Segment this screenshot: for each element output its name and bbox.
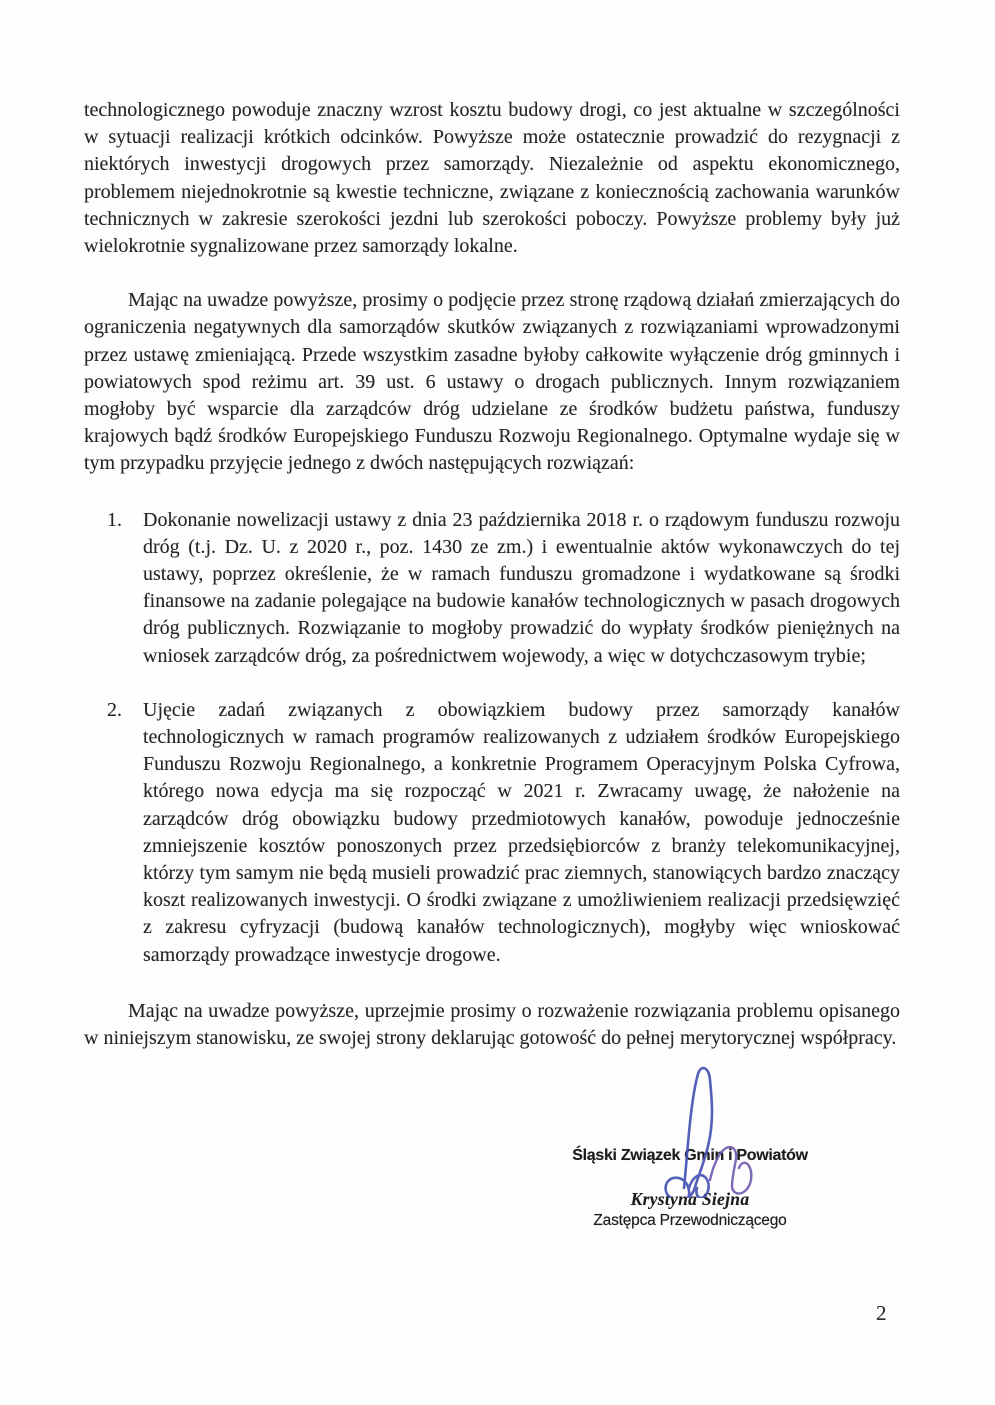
signature-block: [540, 1140, 840, 1230]
paragraph-intro: Mając na uwadze powyższe, prosimy o podjęcie przez stronę rządową działań zmierzających do ograniczenia negatywnych dla samorządów skutków związanych z rozwiązaniami wprowadzonymi przez ustawę zmieniającą. Przede wszystkim zasadne byłoby całkowite wyłączenie dróg gminnych i powiatowych spod reżimu art. 39 ust. 6 ustawy o drogach publicznych. Innym rozwiązaniem mogłoby być wsparcie dla zarządców dróg udzielane ze środków budżetu państwa, funduszy krajowych bądź środków Europejskiego Funduszu Rozwoju Regionalnego. Optymalne wydaje się w tym przypadku przyjęcie jednego z dwóch następujących rozwiązań:: [84, 289, 900, 475]
numbered-list: [84, 507, 900, 969]
signer-name: Krystyna Siejna: [630, 1189, 750, 1209]
list-item-number: 1.: [107, 508, 122, 531]
list-item: [84, 697, 900, 969]
paragraph-continuation: technologicznego powoduje znaczny wzrost kosztu budowy drogi, co jest aktualne w szczególności w sytuacji realizacji krótkich odcinków. Powyższe może ostatecznie prowadzić do rezygnacji z niektórych inwestycji drogowych przez samorządy. Niezależnie od aspektu ekonomicznego, problemem niejednokrotnie są kwestie techniczne, związane z koniecznością zachowania warunków technicznych w zakresie szerokości jezdni lub szerokości poboczy. Powyższe problemy były już wielokrotnie sygnalizowane przez samorządy lokalne.: [84, 99, 900, 258]
paragraph-closing: Mając na uwadze powyższe, uprzejmie prosimy o rozważenie rozwiązania problemu opisanego w niniejszym stanowisku, ze swojej strony deklarując gotowość do pełnej merytorycznej współpracy.: [84, 999, 900, 1050]
signer-title: Zastępca Przewodniczącego: [593, 1212, 787, 1229]
letter-body: [84, 97, 900, 1052]
list-item-text: Dokonanie nowelizacji ustawy z dnia 23 października 2018 r. o rządowym funduszu rozwoju dróg (t.j. Dz. U. z 2020 r., poz. 1430 ze zm.) i ewentualnie aktów wykonawczych do tej ustawy, poprzez określenie, że w ramach funduszu gromadzone i wydatkowane są środki finansowe na zadanie polegające na budowie kanałów technologicznych w pasach drogowych dróg publicznych. Rozwiązanie to mogłoby prowadzić do wypłaty środków pieniężnych na wniosek zarządców dróg, za pośrednictwem wojewody, a więc w dotychczasowym trybie;: [143, 508, 900, 667]
organization-name: Śląski Związek Gmin i Powiatów: [572, 1147, 808, 1164]
list-item-number: 2.: [107, 698, 122, 721]
list-item-text: Ujęcie zadań związanych z obowiązkiem budowy przez samorządy kanałów technologicznych w ramach programów realizowanych z udziałem środków Europejskiego Funduszu Rozwoju Regionalnego, a konkretnie Programem Operacyjnym Polska Cyfrowa, którego nowa edycja ma się rozpocząć w 2021 r. Zwracamy uwagę, że nałożenie na zarządców dróg obowiązku budowy przedmiotowych kanałów, powoduje jednocześnie zmniejszenie kosztów ponoszonych przez przedsiębiorców z branży telekomunikacyjnej, którzy tym samym nie będą musieli prowadzić prac ziemnych, stanowiących bardzo znaczący koszt realizowanych inwestycji. O środki związane z umożliwieniem realizacji przedsięwzięć z zakresu cyfryzacji (budową kanałów technologicznych), mogłyby więc wnioskować samorządy prowadzące inwestycje drogowe.: [143, 698, 900, 966]
list-item: [84, 507, 900, 670]
page-number: 2: [876, 1301, 887, 1325]
